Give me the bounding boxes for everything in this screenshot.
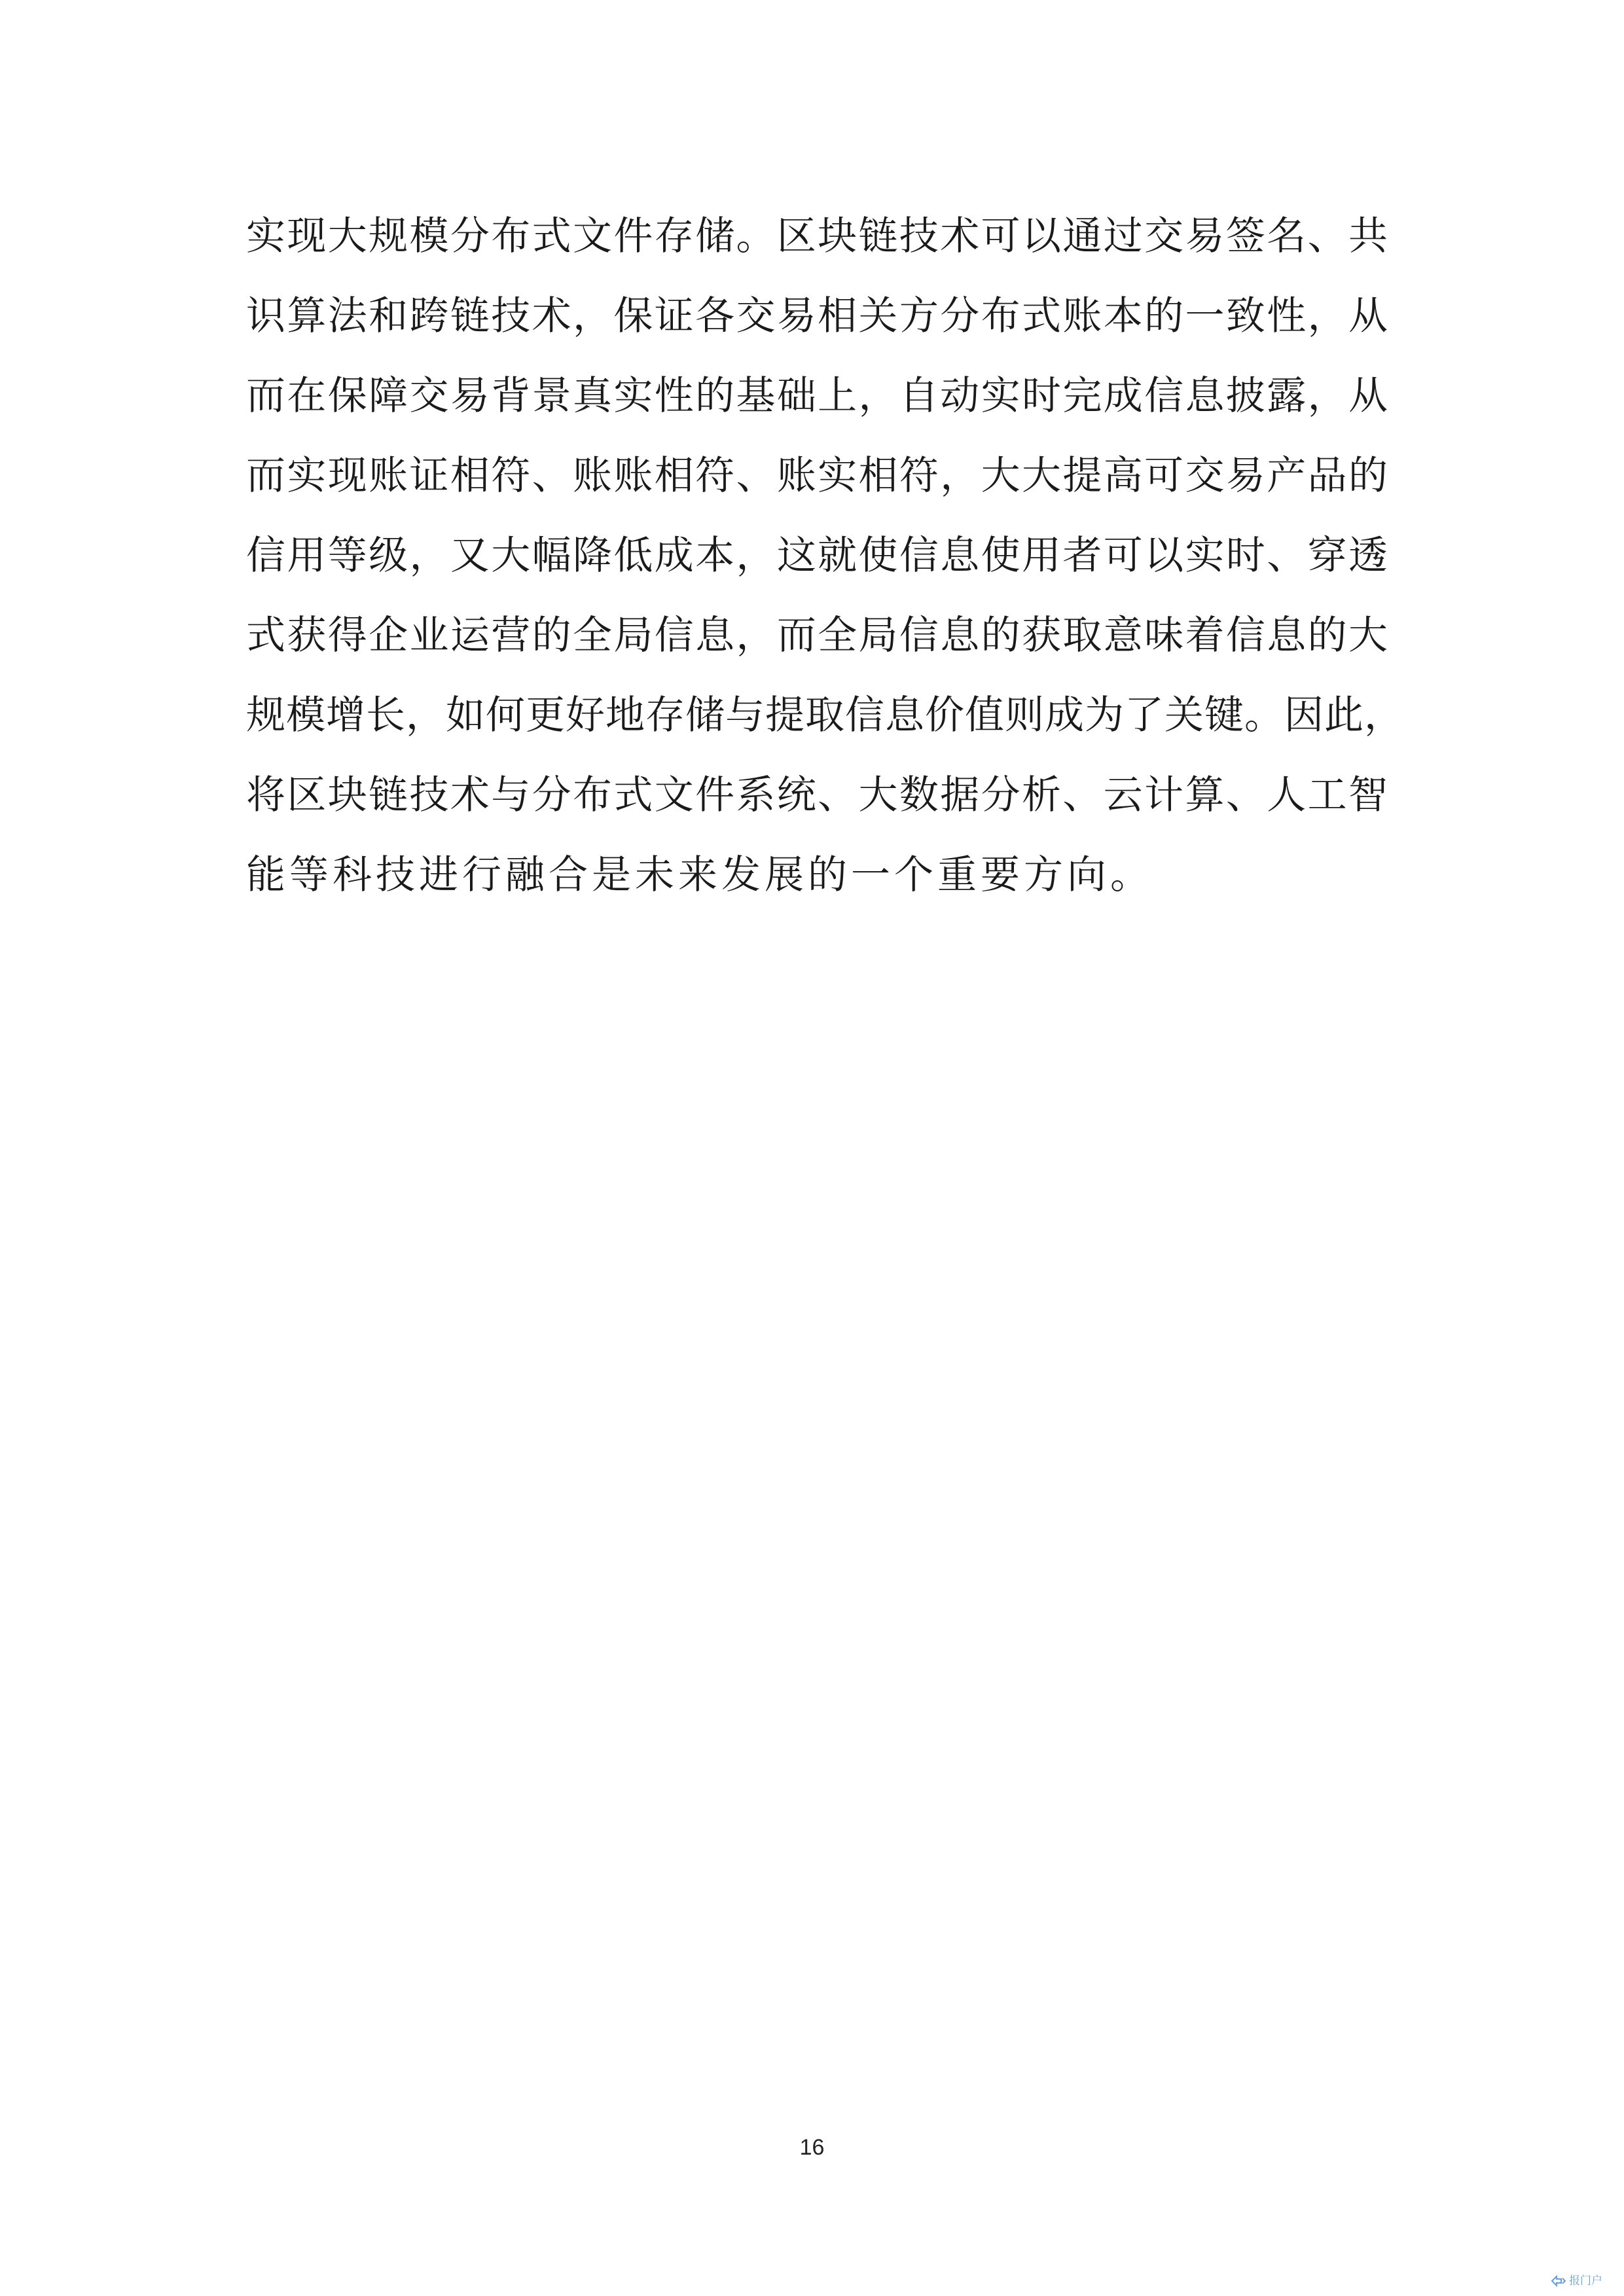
paragraph-line: 而在保障交易背景真实性的基础上，自动实时完成信息披露，从 [246, 373, 1388, 419]
body-paragraph [246, 196, 1404, 915]
watermark-logo [1551, 2272, 1614, 2289]
paragraph-line: 式获得企业运营的全局信息，而全局信息的获取意味着信息的大 [246, 613, 1388, 658]
paragraph-line: 实现大规模分布式文件存储。区块链技术可以通过交易签名、共 [246, 213, 1388, 259]
logo-icon [1551, 2274, 1566, 2287]
watermark-text: 报门户 [1569, 2274, 1602, 2287]
paragraph-line: 而实现账证相符、账账相符、账实相符，大大提高可交易产品的 [246, 453, 1388, 499]
page-number: 16 [799, 2135, 825, 2160]
paragraph-line: 识算法和跨链技术，保证各交易相关方分布式账本的一致性，从 [246, 293, 1388, 339]
paragraph-line: 将区块链技术与分布式文件系统、大数据分析、云计算、人工智 [246, 772, 1388, 818]
paragraph-line: 规模增长，如何更好地存储与提取信息价值则成为了关键。因此， [246, 692, 1404, 738]
paragraph-line: 信用等级，又大幅降低成本，这就使信息使用者可以实时、穿透 [246, 533, 1388, 579]
paragraph-line: 能等科技进行融合是未来发展的一个重要方向。 [246, 852, 1153, 898]
